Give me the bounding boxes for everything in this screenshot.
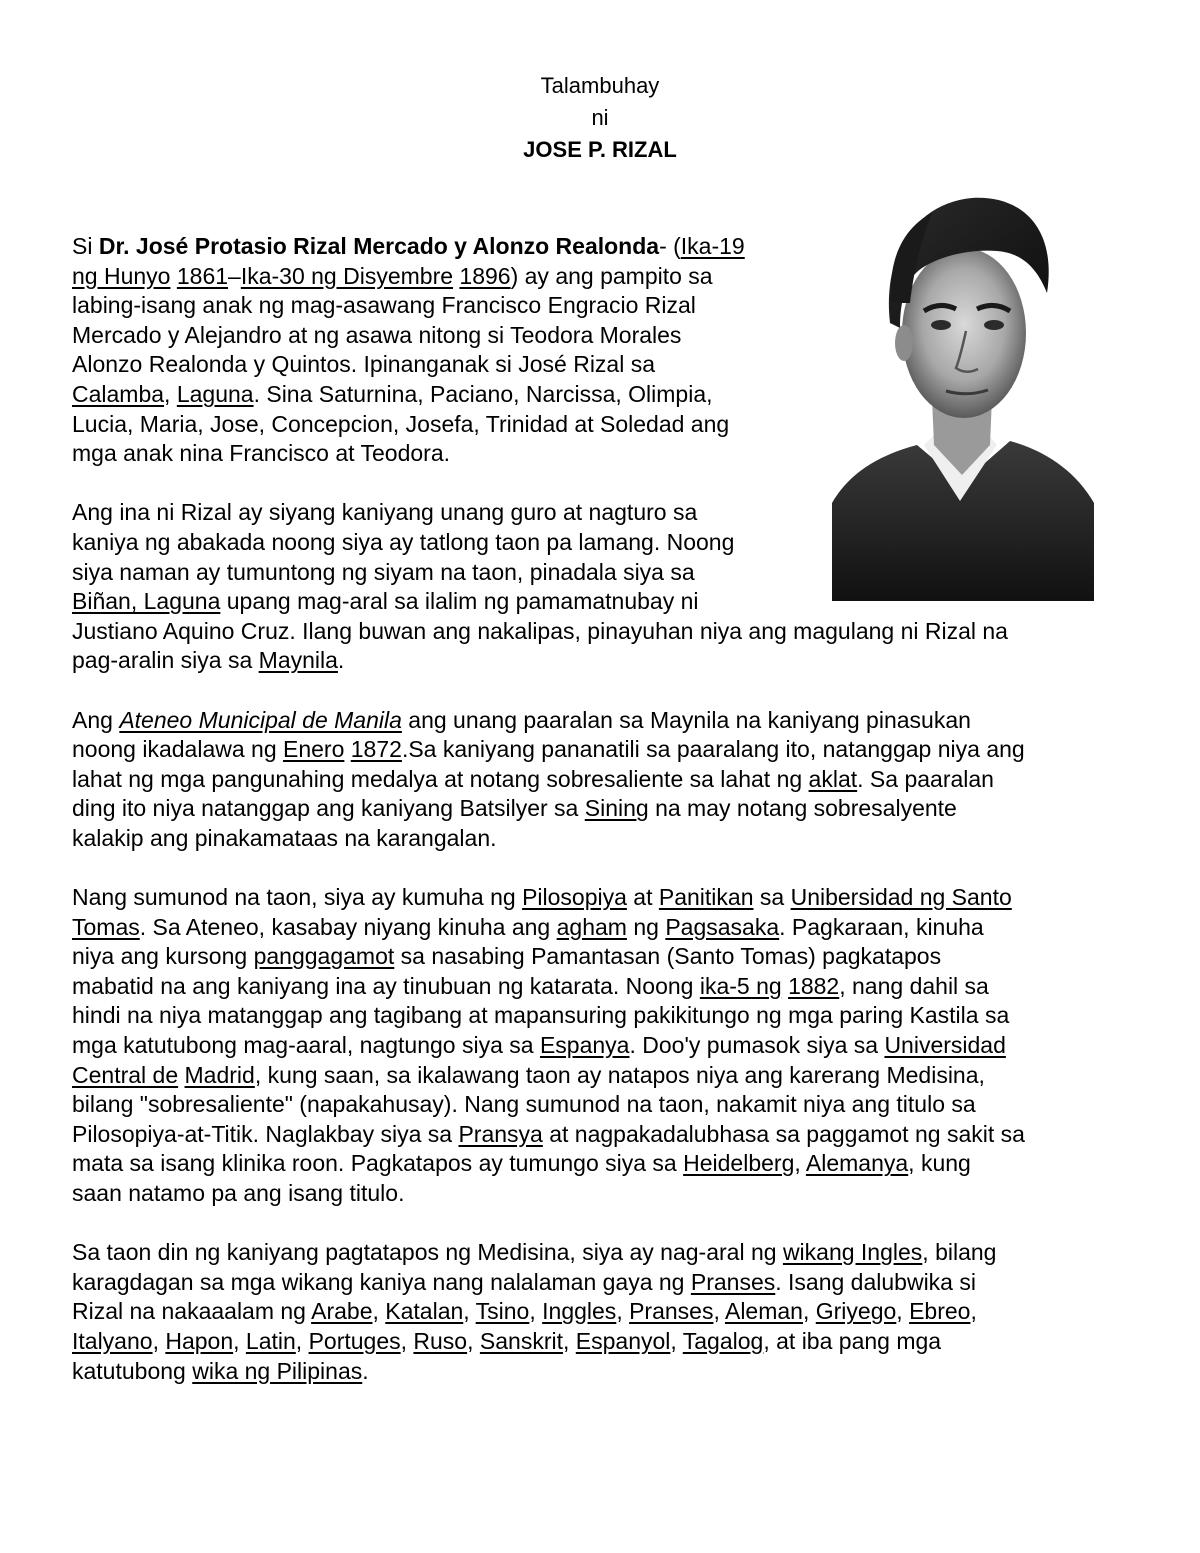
p1-line-2 (72, 262, 827, 292)
p2-line-4 (72, 587, 1142, 617)
text: . Sa Ateneo, kasabay niyang kinuha ang (139, 913, 557, 940)
text: niya ang kursong (72, 943, 254, 970)
p2-line-2: kaniya ng abakada noong siya ay tatlong taon pa lamang. Noong (72, 528, 735, 555)
text: – (228, 262, 241, 289)
text: Si (72, 233, 99, 259)
p4-line-7 (72, 1061, 1142, 1091)
p5-line-5 (72, 1357, 1142, 1387)
text: ding ito niya natanggap ang kaniyang Batsilyer sa (72, 795, 585, 822)
text: ) ay ang pampito sa (510, 262, 713, 289)
link-language-ruso[interactable]: Ruso (413, 1327, 468, 1354)
link-language-tagalog[interactable]: Tagalog (682, 1327, 764, 1354)
link-ng-hunyo[interactable]: ng Hunyo (72, 262, 171, 289)
p4-line-8: bilang "sobresaliente" (napakahusay). Nang sumunod na taon, nakamit niya ang titulo sa (72, 1091, 976, 1118)
link-1861[interactable]: 1861 (176, 262, 229, 289)
text: , (152, 1327, 166, 1354)
text: at nagpakadalubhasa sa paggamot ng sakit sa (542, 1120, 1025, 1147)
link-language-katalan[interactable]: Katalan (385, 1298, 464, 1325)
p4-line-4 (72, 972, 1142, 1002)
link-language-inggles[interactable]: Inggles (542, 1298, 617, 1325)
p5-line-4 (72, 1327, 1142, 1357)
link-1882[interactable]: 1882 (788, 972, 840, 999)
text: .Sa kaniyang pananatili sa paaralang ito, natanggap niya ang (401, 736, 1025, 763)
paragraph-5 (72, 1238, 1142, 1386)
p3-line-5: kalakip ang pinakamataas na karangalan. (72, 824, 497, 851)
language-list-1 (311, 1298, 970, 1324)
body-text (72, 232, 1142, 1416)
text: , (463, 1298, 476, 1325)
p3-line-1 (72, 706, 1142, 736)
text: . (337, 647, 345, 674)
link-binan-laguna[interactable]: Biñan, Laguna (72, 588, 221, 615)
link-language-hapon[interactable]: Hapon (165, 1327, 234, 1354)
paragraph-3 (72, 706, 1142, 854)
link-language-pranses[interactable]: Pranses (629, 1298, 714, 1325)
link-aklat[interactable]: aklat (808, 765, 858, 792)
text: Rizal na nakaaalam ng (72, 1298, 312, 1325)
text: ng (626, 913, 666, 940)
p1-line-6 (72, 380, 827, 410)
link-agham[interactable]: agham (556, 913, 627, 940)
title-line-ni: ni (591, 105, 609, 130)
text: , (295, 1327, 309, 1354)
link-enero[interactable]: Enero (283, 736, 345, 763)
p4-line-3 (72, 942, 1142, 972)
text: mata sa isang klinika roon. Pagkatapos ay tumungo siya sa (72, 1150, 684, 1177)
language-list-2 (72, 1328, 763, 1354)
text: Pilosopiya-at-Titik. Naglakbay siya sa (72, 1120, 459, 1147)
p2-line-1: Ang ina ni Rizal ay siyang kaniyang unang guro at nagturo sa (72, 499, 698, 526)
text: , nang dahil sa (839, 972, 989, 999)
link-panggagamot[interactable]: panggagamot (253, 943, 395, 970)
link-alemanya[interactable]: Alemanya (805, 1150, 909, 1177)
p4-line-1 (72, 883, 1142, 913)
p5-line-3 (72, 1297, 1142, 1327)
link-universidad-central-de[interactable]: Universidad (884, 1032, 1006, 1059)
text: mga katutubong mag-aaral, nagtungo siya sa (72, 1032, 540, 1059)
link-unibersidad-ng-santo-tomas[interactable]: Unibersidad ng Santo (790, 884, 1012, 911)
text: , (400, 1327, 414, 1354)
p3-line-3 (72, 765, 1142, 795)
text: . Doo'y pumasok siya sa (629, 1032, 885, 1059)
text: , (670, 1327, 683, 1354)
text: ang unang paaralan sa Maynila na kaniyang pinasukan (401, 706, 971, 733)
text: , (616, 1298, 630, 1325)
text: Sa taon din ng kaniyang pagtatapos ng Medisina, siya ay nag-aral ng (72, 1239, 783, 1266)
link-ika-19[interactable]: Ika-19 (680, 233, 745, 259)
paragraph-2 (72, 498, 1142, 676)
text: . (362, 1357, 369, 1384)
link-language-italyano[interactable]: Italyano (72, 1327, 153, 1354)
text: , (164, 380, 177, 407)
link-pagsasaka[interactable]: Pagsasaka (665, 913, 780, 940)
p3-line-4 (72, 794, 1142, 824)
text: , (562, 1327, 576, 1354)
p5-line-2 (72, 1268, 1142, 1298)
text: noong ikadalawa ng (72, 736, 283, 763)
text: , (467, 1327, 480, 1354)
text: , bilang (922, 1239, 997, 1266)
text: Ang (72, 706, 120, 733)
link-tomas[interactable]: Tomas (72, 913, 140, 940)
p1-line-7: Lucia, Maria, Jose, Concepcion, Josefa, Trinidad at Soledad ang (72, 410, 730, 437)
text: pag-aralin siya sa (72, 647, 259, 674)
text: . Sa paaralan (857, 765, 994, 792)
link-ika-5-ng[interactable]: ika-5 ng (699, 972, 782, 999)
text: . Isang dalubwika si (775, 1268, 976, 1295)
link-language-sanskrit[interactable]: Sanskrit (479, 1327, 563, 1354)
text: , (713, 1298, 725, 1325)
link-madrid[interactable]: Madrid (184, 1061, 255, 1088)
text: , (802, 1298, 816, 1325)
text: , (970, 1298, 977, 1325)
p1-line-1 (72, 232, 827, 262)
p1-line-5: Alonzo Realonda y Quintos. Ipinanganak si José Rizal sa (72, 351, 656, 378)
text: mabatid na ang kaniyang ina ay tinubuan ng katarata. Noong (72, 972, 700, 999)
text: na may notang sobresalyente (648, 795, 957, 822)
link-language-tsino[interactable]: Tsino (475, 1298, 530, 1325)
link-espanya[interactable]: Espanya (539, 1032, 630, 1059)
link-language-espanyol[interactable]: Espanyol (575, 1327, 671, 1354)
p1-line-4: Mercado y Alejandro at ng asawa nitong si Teodora Morales (72, 321, 682, 348)
text: , (233, 1327, 246, 1354)
p4-line-5: hindi na niya matanggap ang tagibang at mapansuring pakikitungo ng mga paring Kastila sa (72, 1002, 1010, 1029)
text: , (372, 1298, 386, 1325)
paragraph-1 (72, 232, 827, 469)
link-pilosopiya[interactable]: Pilosopiya (522, 884, 627, 911)
text: sa nasabing Pamantasan (Santo Tomas) pagkatapos (394, 943, 942, 970)
text: upang mag-aral sa ilalim ng pamamatnubay ni (220, 588, 699, 615)
link-language-arabe[interactable]: Arabe (311, 1298, 373, 1325)
text: Nang sumunod na taon, siya ay kumuha ng (72, 884, 523, 911)
link-pranses[interactable]: Pranses (690, 1268, 776, 1295)
link-laguna[interactable]: Laguna (176, 380, 254, 407)
title-line-talambuhay: Talambuhay (540, 73, 660, 98)
link-language-ebreo[interactable]: Ebreo (909, 1298, 971, 1325)
link-ika-30-ng-disyembre[interactable]: Ika-30 ng Disyembre (240, 262, 454, 289)
p4-line-6 (72, 1031, 1142, 1061)
p1-line-8: mga anak nina Francisco at Teodora. (72, 440, 451, 467)
text: , kung (908, 1150, 971, 1177)
text: , (529, 1298, 543, 1325)
text: sa (753, 884, 791, 911)
link-panitikan[interactable]: Panitikan (658, 884, 754, 911)
link-calamba[interactable]: Calamba (72, 380, 165, 407)
p3-line-2 (72, 735, 1142, 765)
p4-line-9 (72, 1120, 1142, 1150)
link-ateneo-municipal-de-manila[interactable]: Ateneo Municipal de Manila (119, 706, 402, 733)
link-wika-ng-pilipinas[interactable]: wika ng Pilipinas (192, 1357, 363, 1384)
link-1872[interactable]: 1872 (350, 736, 402, 763)
p5-line-1 (72, 1238, 1142, 1268)
text: , (794, 1150, 806, 1177)
text: , kung saan, sa ikalawang taon ay natapos niya ang karerang Medisina, (254, 1061, 985, 1088)
full-name: Dr. José Protasio Rizal Mercado y Alonzo Realonda (98, 233, 660, 259)
link-wikang-ingles[interactable]: wikang Ingles (782, 1239, 923, 1266)
link-central-de[interactable]: Central de (72, 1061, 179, 1088)
document-title (0, 70, 1200, 166)
link-heidelberg[interactable]: Heidelberg (683, 1150, 795, 1177)
link-language-griyego[interactable]: Griyego (815, 1298, 897, 1325)
text: karagdagan sa mga wikang kaniya nang nalalaman gaya ng (72, 1268, 691, 1295)
p2-line-5: Justiano Aquino Cruz. Ilang buwan ang nakalipas, pinayuhan niya ang magulang ni Rizal na (72, 617, 1008, 644)
text: . Pagkaraan, kinuha (779, 913, 984, 940)
link-1896[interactable]: 1896 (459, 262, 511, 289)
link-language-portuges[interactable]: Portuges (308, 1327, 401, 1354)
text: katutubong (72, 1357, 193, 1384)
link-sining[interactable]: Sining (584, 795, 649, 822)
p1-line-3: labing-isang anak ng mag-asawang Francisco Engracio Rizal (72, 292, 696, 319)
text: , at iba pang mga (763, 1327, 942, 1354)
text: at (626, 884, 659, 911)
paragraph-4 (72, 883, 1142, 1209)
text: lahat ng mga pangunahing medalya at notang sobresaliente sa lahat ng (72, 765, 809, 792)
text: , (896, 1298, 910, 1325)
link-maynila[interactable]: Maynila (258, 647, 338, 674)
title-line-name: JOSE P. RIZAL (523, 137, 677, 162)
link-language-latin[interactable]: Latin (245, 1327, 296, 1354)
p4-line-10 (72, 1149, 1142, 1179)
link-language-aleman[interactable]: Aleman (724, 1298, 803, 1325)
text: . Sina Saturnina, Paciano, Narcissa, Olimpia, (253, 380, 713, 407)
p4-line-11: saan natamo pa ang isang titulo. (72, 1180, 405, 1206)
p2-line-6 (72, 646, 1142, 676)
link-pransya[interactable]: Pransya (458, 1120, 543, 1147)
text: - ( (659, 233, 681, 259)
p2-line-3: siya naman ay tumuntong ng siyam na taon, pinadala siya sa (72, 558, 695, 585)
p4-line-2 (72, 913, 1142, 943)
